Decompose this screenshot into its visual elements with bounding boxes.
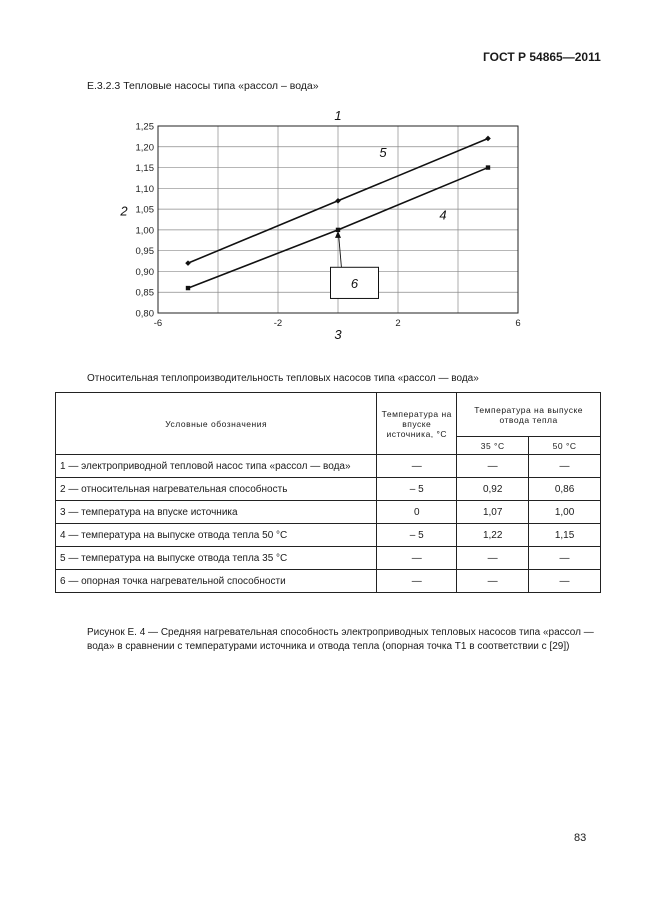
row-35: — [457,547,529,570]
row-label: 6 — опорная точка нагревательной способности [56,570,377,593]
legend-table [55,392,601,593]
table-row [56,547,601,570]
callout-3-x-axis: 3 [334,327,342,342]
series-point [335,198,341,204]
row-inlet: — [377,547,457,570]
x-tick-label: -2 [273,318,283,329]
col-50-header: 50 °С [529,437,601,455]
row-35: 1,07 [457,501,529,524]
legend-header: Условные обозначения [56,393,377,455]
callout-1: 1 [334,108,342,123]
y-tick-label: 1,10 [135,183,154,195]
y-tick-label: 0,85 [135,287,154,299]
x-tick-label: -6 [153,318,163,329]
row-50: 1,00 [529,501,601,524]
callout-6-label: 6 [350,276,359,292]
row-50: 1,15 [529,524,601,547]
figure-caption: Рисунок Е. 4 — Средняя нагревательная способность электроприводных тепловых насосов типа «рассол — вода» в сравнении с температурами источника и отвода тепла (опорная точка Т1 в соответствии с [29]) [87,627,594,652]
row-label: 1 — электроприводной тепловой насос типа «рассол — вода» [56,455,377,478]
y-tick-label: 0,95 [135,246,154,258]
inlet-header: Температура на впуске источника, °С [377,393,457,455]
row-50: — [529,455,601,478]
y-tick-label: 1,05 [135,204,154,216]
series-point [485,136,491,142]
table-row [56,478,601,501]
callout-5-upper-line: 5 [379,145,387,161]
table-row [56,570,601,593]
series-point [185,260,191,266]
row-label: 4 — температура на выпуске отвода тепла 50 °С [56,524,377,547]
row-inlet: — [377,570,457,593]
x-tick-label: 6 [515,318,521,329]
table-row [56,524,601,547]
page-number: 83 [574,832,587,844]
row-inlet: — [377,455,457,478]
row-inlet: – 5 [377,524,457,547]
y-tick-label: 1,15 [135,163,154,175]
row-35: — [457,570,529,593]
row-label: 2 — относительная нагревательная способность [56,478,377,501]
table-row [56,455,601,478]
row-35: 1,22 [457,524,529,547]
col-35-header: 35 °С [457,437,529,455]
chart [110,105,540,345]
callout-2-y-axis: 2 [120,203,128,219]
series-point [186,286,190,290]
row-inlet: 0 [377,501,457,524]
table-title: Относительная теплопроизводительность тепловых насосов типа «рассол — вода» [87,373,479,384]
y-tick-label: 0,80 [135,308,154,320]
row-50: — [529,547,601,570]
row-50: 0,86 [529,478,601,501]
section-heading: Е.3.2.3 Тепловые насосы типа «рассол – вода» [87,80,319,92]
series-point [486,165,490,169]
callout-6-leader [339,235,342,269]
y-tick-label: 0,90 [135,266,154,278]
row-35: — [457,455,529,478]
table-row [56,501,601,524]
row-label: 5 — температура на выпуске отвода тепла 35 °С [56,547,377,570]
row-50: — [529,570,601,593]
callout-4-lower-line: 4 [439,207,447,223]
y-tick-label: 1,00 [135,225,154,237]
outlet-header: Температура на выпуске отвода тепла [457,393,601,437]
row-inlet: – 5 [377,478,457,501]
y-tick-label: 1,20 [135,142,154,154]
x-tick-label: 2 [395,318,401,329]
y-tick-label: 1,25 [135,121,154,133]
row-label: 3 — температура на впуске источника [56,501,377,524]
standard-code: ГОСТ Р 54865—2011 [483,50,601,64]
row-35: 0,92 [457,478,529,501]
